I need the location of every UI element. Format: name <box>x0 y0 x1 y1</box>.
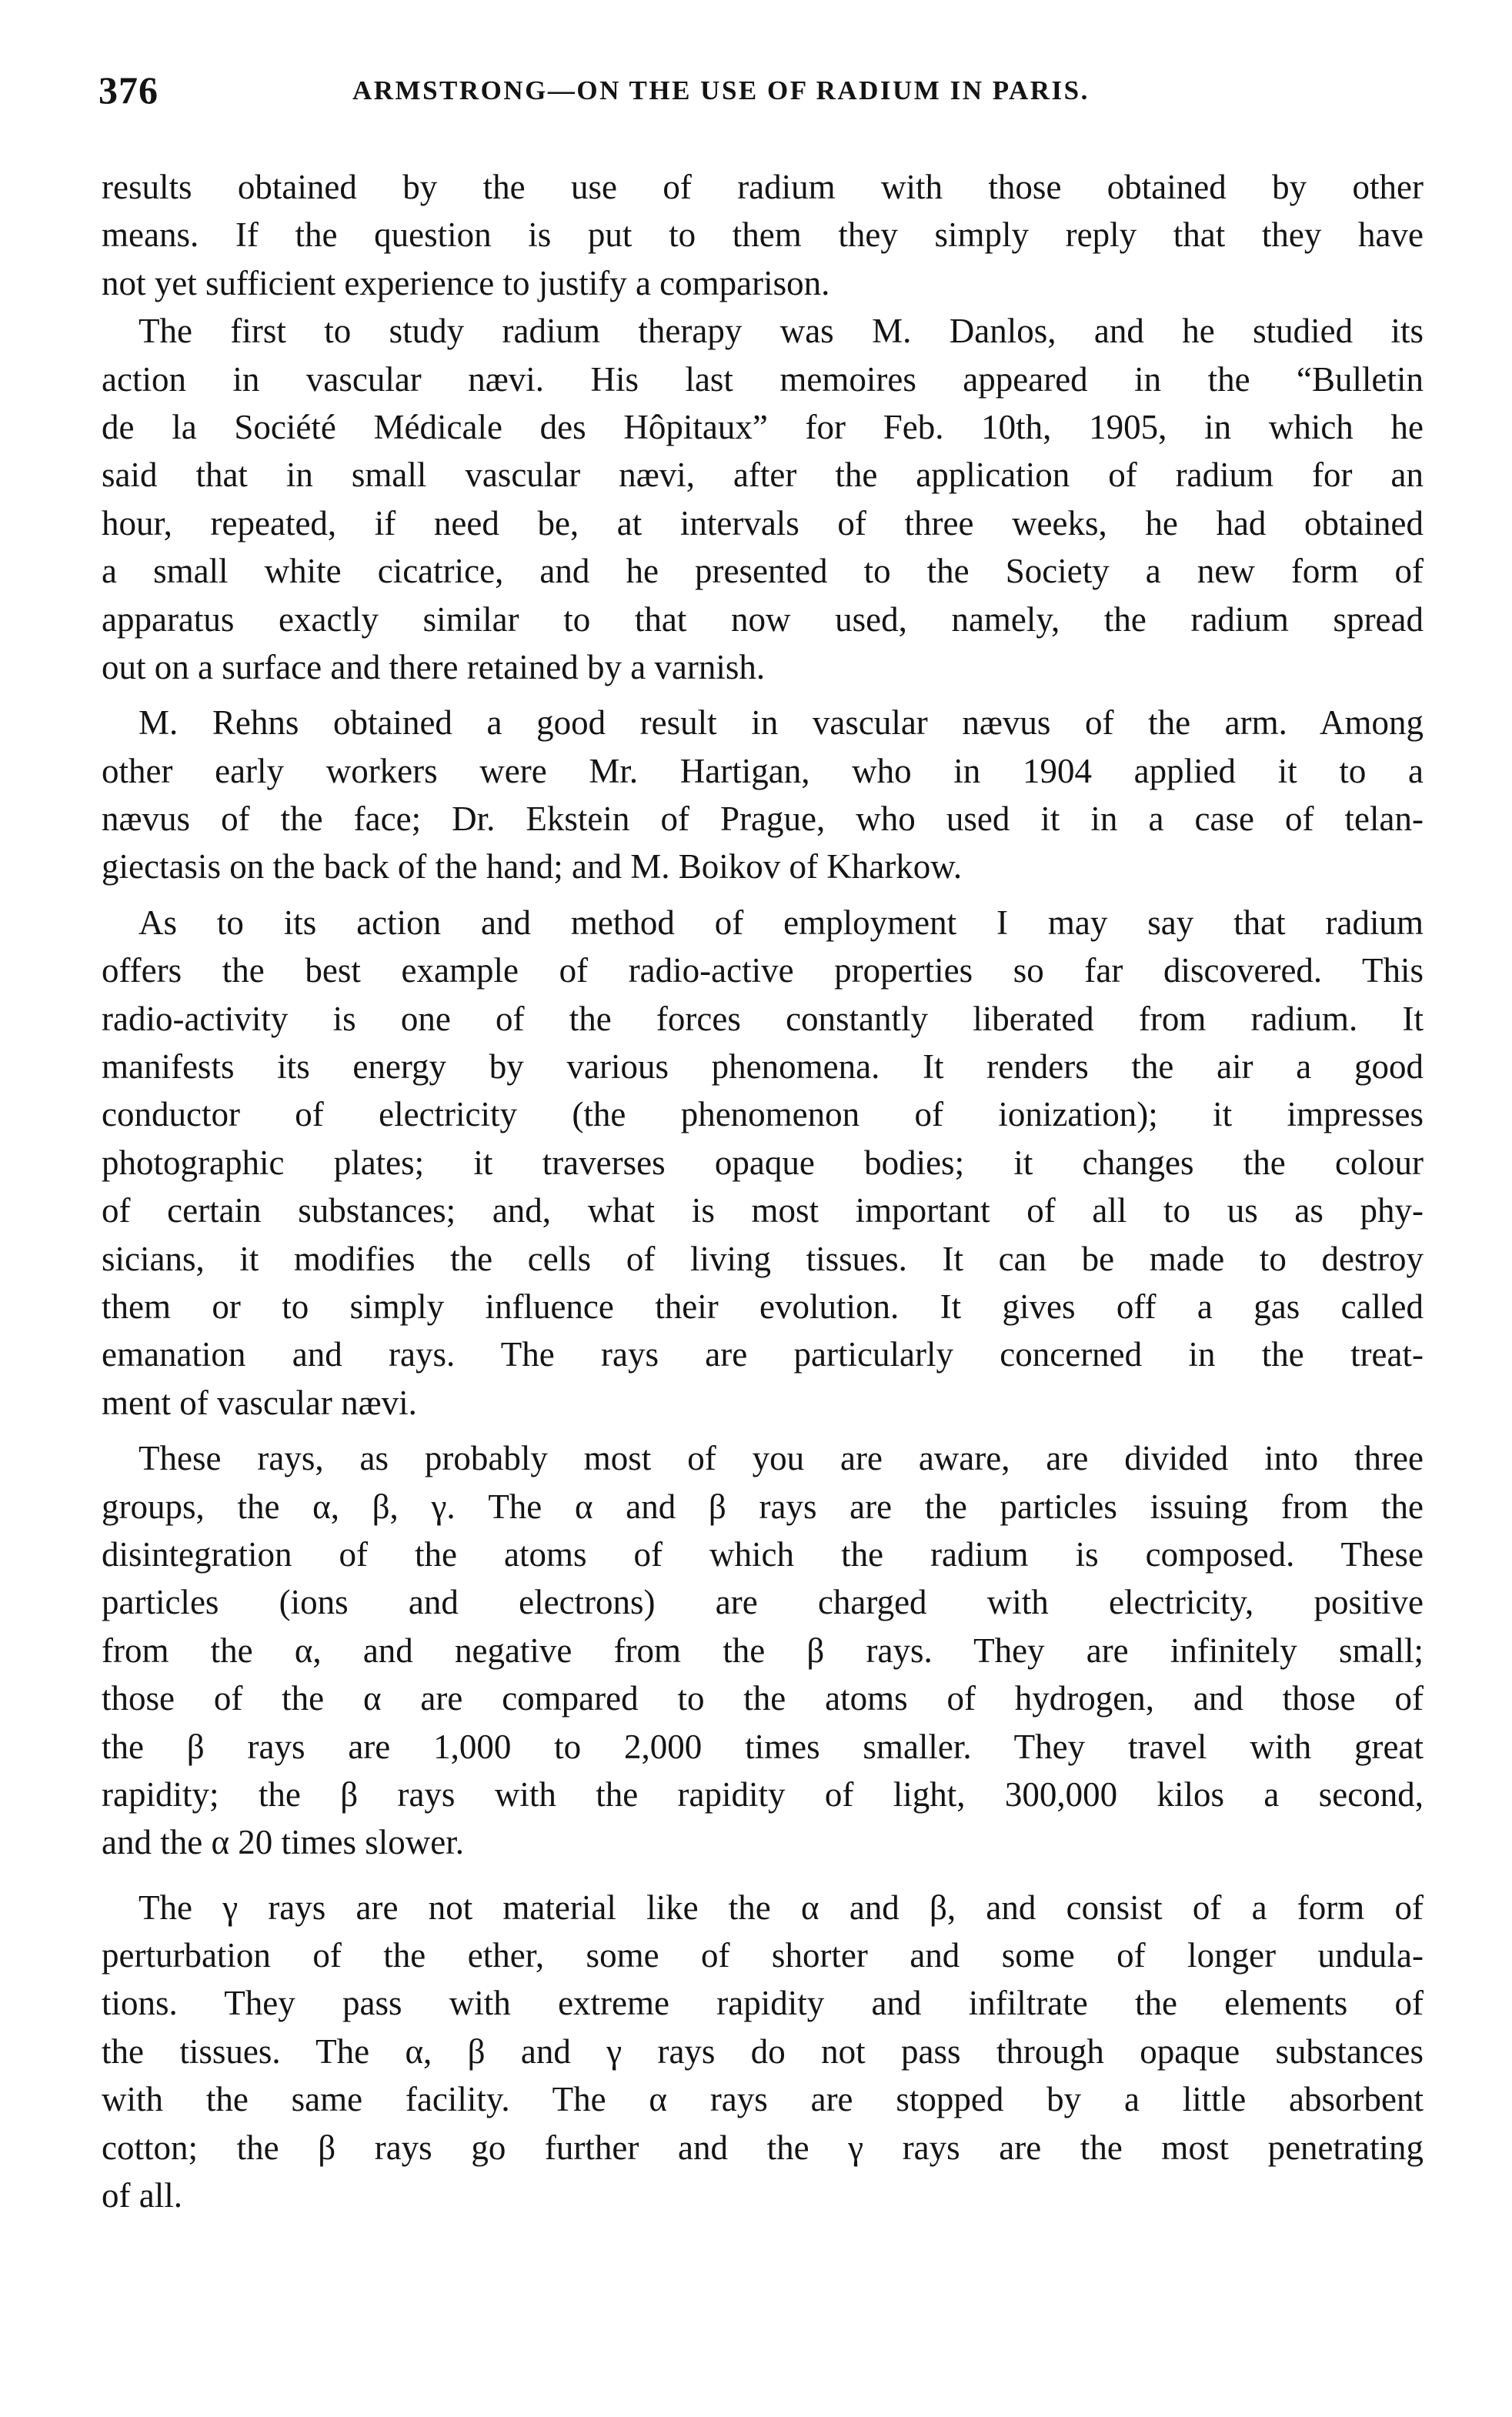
text-line: other early workers were Mr. Hartigan, who in 1904 applied it to a <box>102 751 1424 790</box>
text-line: said that in small vascular nævi, after the application of radium for an <box>102 456 1424 495</box>
paragraph <box>102 1884 1424 2220</box>
paragraph <box>102 307 1424 691</box>
text-line: of certain substances; and, what is most important of all to us as phy- <box>102 1191 1424 1230</box>
text-line: photographic plates; it traverses opaque bodies; it changes the colour <box>102 1143 1424 1182</box>
text-line: The γ rays are not material like the α and β, and consist of a form of <box>139 1888 1424 1927</box>
text-line: out on a surface and there retained by a varnish. <box>102 647 766 686</box>
body-text <box>102 163 1424 2219</box>
text-line: of all. <box>102 2176 182 2215</box>
text-line: offers the best example of radio-active properties so far discovered. This <box>102 951 1424 990</box>
page-header <box>98 68 1407 122</box>
paragraph <box>102 899 1424 1427</box>
text-line: de la Société Médicale des Hôpitaux” for Feb. 10th, 1905, in which he <box>102 407 1424 446</box>
text-line: from the α, and negative from the β rays. They are infinitely small; <box>102 1631 1424 1670</box>
text-line: not yet sufficient experience to justify a comparison. <box>102 263 830 302</box>
text-line: These rays, as probably most of you are aware, are divided into three <box>139 1439 1424 1478</box>
text-line: ment of vascular nævi. <box>102 1383 417 1422</box>
text-line: radio-activity is one of the forces constantly liberated from radium. It <box>102 999 1424 1038</box>
text-line: tions. They pass with extreme rapidity and infiltrate the elements of <box>102 1984 1424 2023</box>
text-line: the β rays are 1,000 to 2,000 times smaller. They travel with great <box>102 1727 1424 1766</box>
running-head: ARMSTRONG—ON THE USE OF RADIUM IN PARIS. <box>352 75 1090 105</box>
text-line: emanation and rays. The rays are particularly concerned in the treat- <box>102 1335 1424 1374</box>
text-line: As to its action and method of employment I may say that radium <box>139 903 1424 942</box>
text-line: disintegration of the atoms of which the radium is composed. These <box>102 1534 1424 1574</box>
text-line: a small white cicatrice, and he presented to the Society a new form of <box>102 552 1424 591</box>
paragraph <box>102 1434 1424 1867</box>
paragraph <box>102 163 1424 307</box>
text-line: and the α 20 times slower. <box>102 1823 465 1862</box>
text-line: them or to simply influence their evolution. It gives off a gas called <box>102 1287 1424 1326</box>
text-line: nævus of the face; Dr. Ekstein of Prague, who used it in a case of telan- <box>102 800 1424 839</box>
text-line: sicians, it modifies the cells of living tissues. It can be made to destroy <box>102 1239 1424 1278</box>
text-line: hour, repeated, if need be, at intervals of three weeks, he had obtained <box>102 503 1424 542</box>
text-line: The first to study radium therapy was M. Danlos, and he studied its <box>139 312 1424 351</box>
text-line: giectasis on the back of the hand; and M. Boikov of Kharkow. <box>102 847 963 886</box>
text-line: rapidity; the β rays with the rapidity of light, 300,000 kilos a second, <box>102 1774 1424 1814</box>
text-line: groups, the α, β, γ. The α and β rays are the particles issuing from the <box>102 1487 1424 1526</box>
text-line: means. If the question is put to them they simply reply that they have <box>102 215 1424 255</box>
text-line: particles (ions and electrons) are charged with electricity, positive <box>102 1583 1424 1622</box>
text-line: conductor of electricity (the phenomenon of ionization); it impresses <box>102 1095 1424 1134</box>
paragraph <box>102 699 1424 891</box>
text-line: action in vascular nævi. His last memoires appeared in the “Bulletin <box>102 359 1424 399</box>
text-line: manifests its energy by various phenomena. It renders the air a good <box>102 1047 1424 1087</box>
text-line: with the same facility. The α rays are stopped by a little absorbent <box>102 2080 1424 2119</box>
page-number: 376 <box>98 68 159 112</box>
text-line: cotton; the β rays go further and the γ rays are the most penetrating <box>102 2128 1424 2167</box>
text-line: perturbation of the ether, some of shorter and some of longer undula- <box>102 1936 1424 1975</box>
text-line: M. Rehns obtained a good result in vascular nævus of the arm. Among <box>139 703 1424 743</box>
text-line: results obtained by the use of radium with those obtained by other <box>102 168 1424 206</box>
text-line: those of the α are compared to the atoms of hydrogen, and those of <box>102 1679 1424 1718</box>
text-line: apparatus exactly similar to that now used, namely, the radium spread <box>102 599 1424 639</box>
text-line: the tissues. The α, β and γ rays do not pass through opaque substances <box>102 2031 1424 2071</box>
